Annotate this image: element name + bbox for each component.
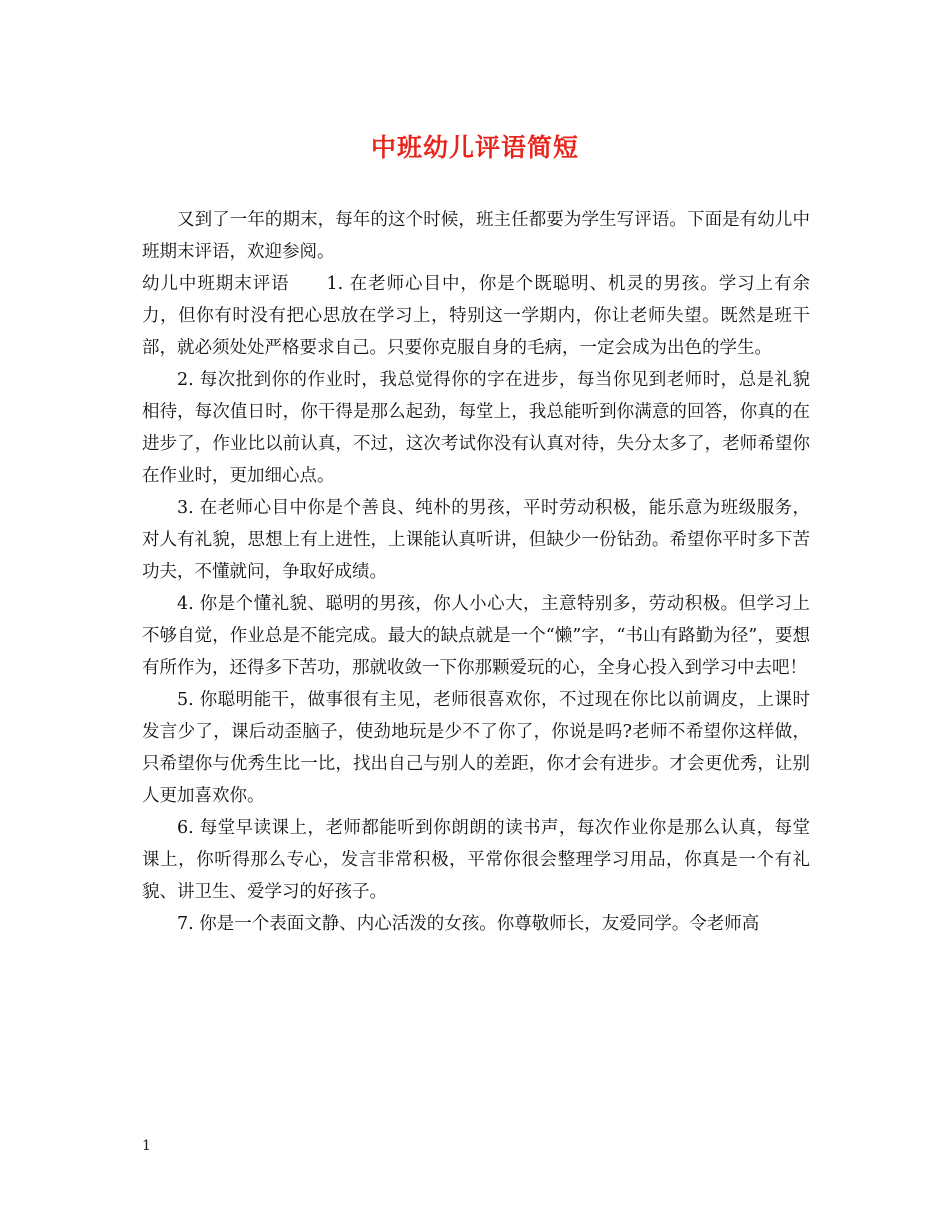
- paragraph-5: 5. 你聪明能干，做事很有主见，老师很喜欢你，不过现在你比以前调皮，上课时发言少了，课后动歪脑子，使劲地玩是少不了你了，你说是吗?老师不希望你这样做，只希望你与优秀生比一比，找出自己与别人的差距，你才会有进步。才会更优秀，让别人更加喜欢你。: [142, 690, 810, 806]
- paragraph-1: 幼儿中班期末评语 1. 在老师心目中，你是个既聪明、机灵的男孩。学习上有余力，但你有时没有把心思放在学习上，特别这一学期内，你让老师失望。既然是班干部，就必须处处严格要求自己。只要你克服自身的毛病，一定会成为出色的学生。: [142, 274, 810, 358]
- paragraph-3: 3. 在老师心目中你是个善良、纯朴的男孩，平时劳动积极，能乐意为班级服务，对人有礼貌，思想上有上进性，上课能认真听讲，但缺少一份钻劲。希望你平时多下苦功夫，不懂就问，争取好成绩。: [142, 498, 810, 582]
- page-number: 1: [142, 1138, 151, 1154]
- document-title: 中班幼儿评语简短: [370, 133, 579, 162]
- paragraph-2: 2. 每次批到你的作业时，我总觉得你的字在进步，每当你见到老师时，总是礼貌相待，每次值日时，你干得是那么起劲，每堂上，我总能听到你满意的回答，你真的在进步了，作业比以前认真，不过，这次考试你没有认真对待，失分太多了，老师希望你在作业时，更加细心点。: [142, 370, 810, 486]
- paragraph-6: 6. 每堂早读课上，老师都能听到你朗朗的读书声，每次作业你是那么认真，每堂课上，你听得那么专心，发言非常积极，平常你很会整理学习用品，你真是一个有礼貌、讲卫生、爱学习的好孩子。: [142, 818, 810, 902]
- paragraph-7: 7. 你是一个表面文静、内心活泼的女孩。你尊敬师长，友爱同学。令老师高: [177, 914, 760, 934]
- paragraph-4: 4. 你是个懂礼貌、聪明的男孩，你人小心大，主意特别多，劳动积极。但学习上不够自觉，作业总是不能完成。最大的缺点就是一个“懒”字，“书山有路勤为径”，要想有所作为，还得多下苦功，那就收敛一下你那颗爱玩的心，全身心投入到学习中去吧！: [142, 594, 810, 678]
- document-body: [142, 204, 810, 940]
- intro-paragraph: 又到了一年的期末，每年的这个时候，班主任都要为学生写评语。下面是有幼儿中班期末评语，欢迎参阅。: [142, 210, 810, 262]
